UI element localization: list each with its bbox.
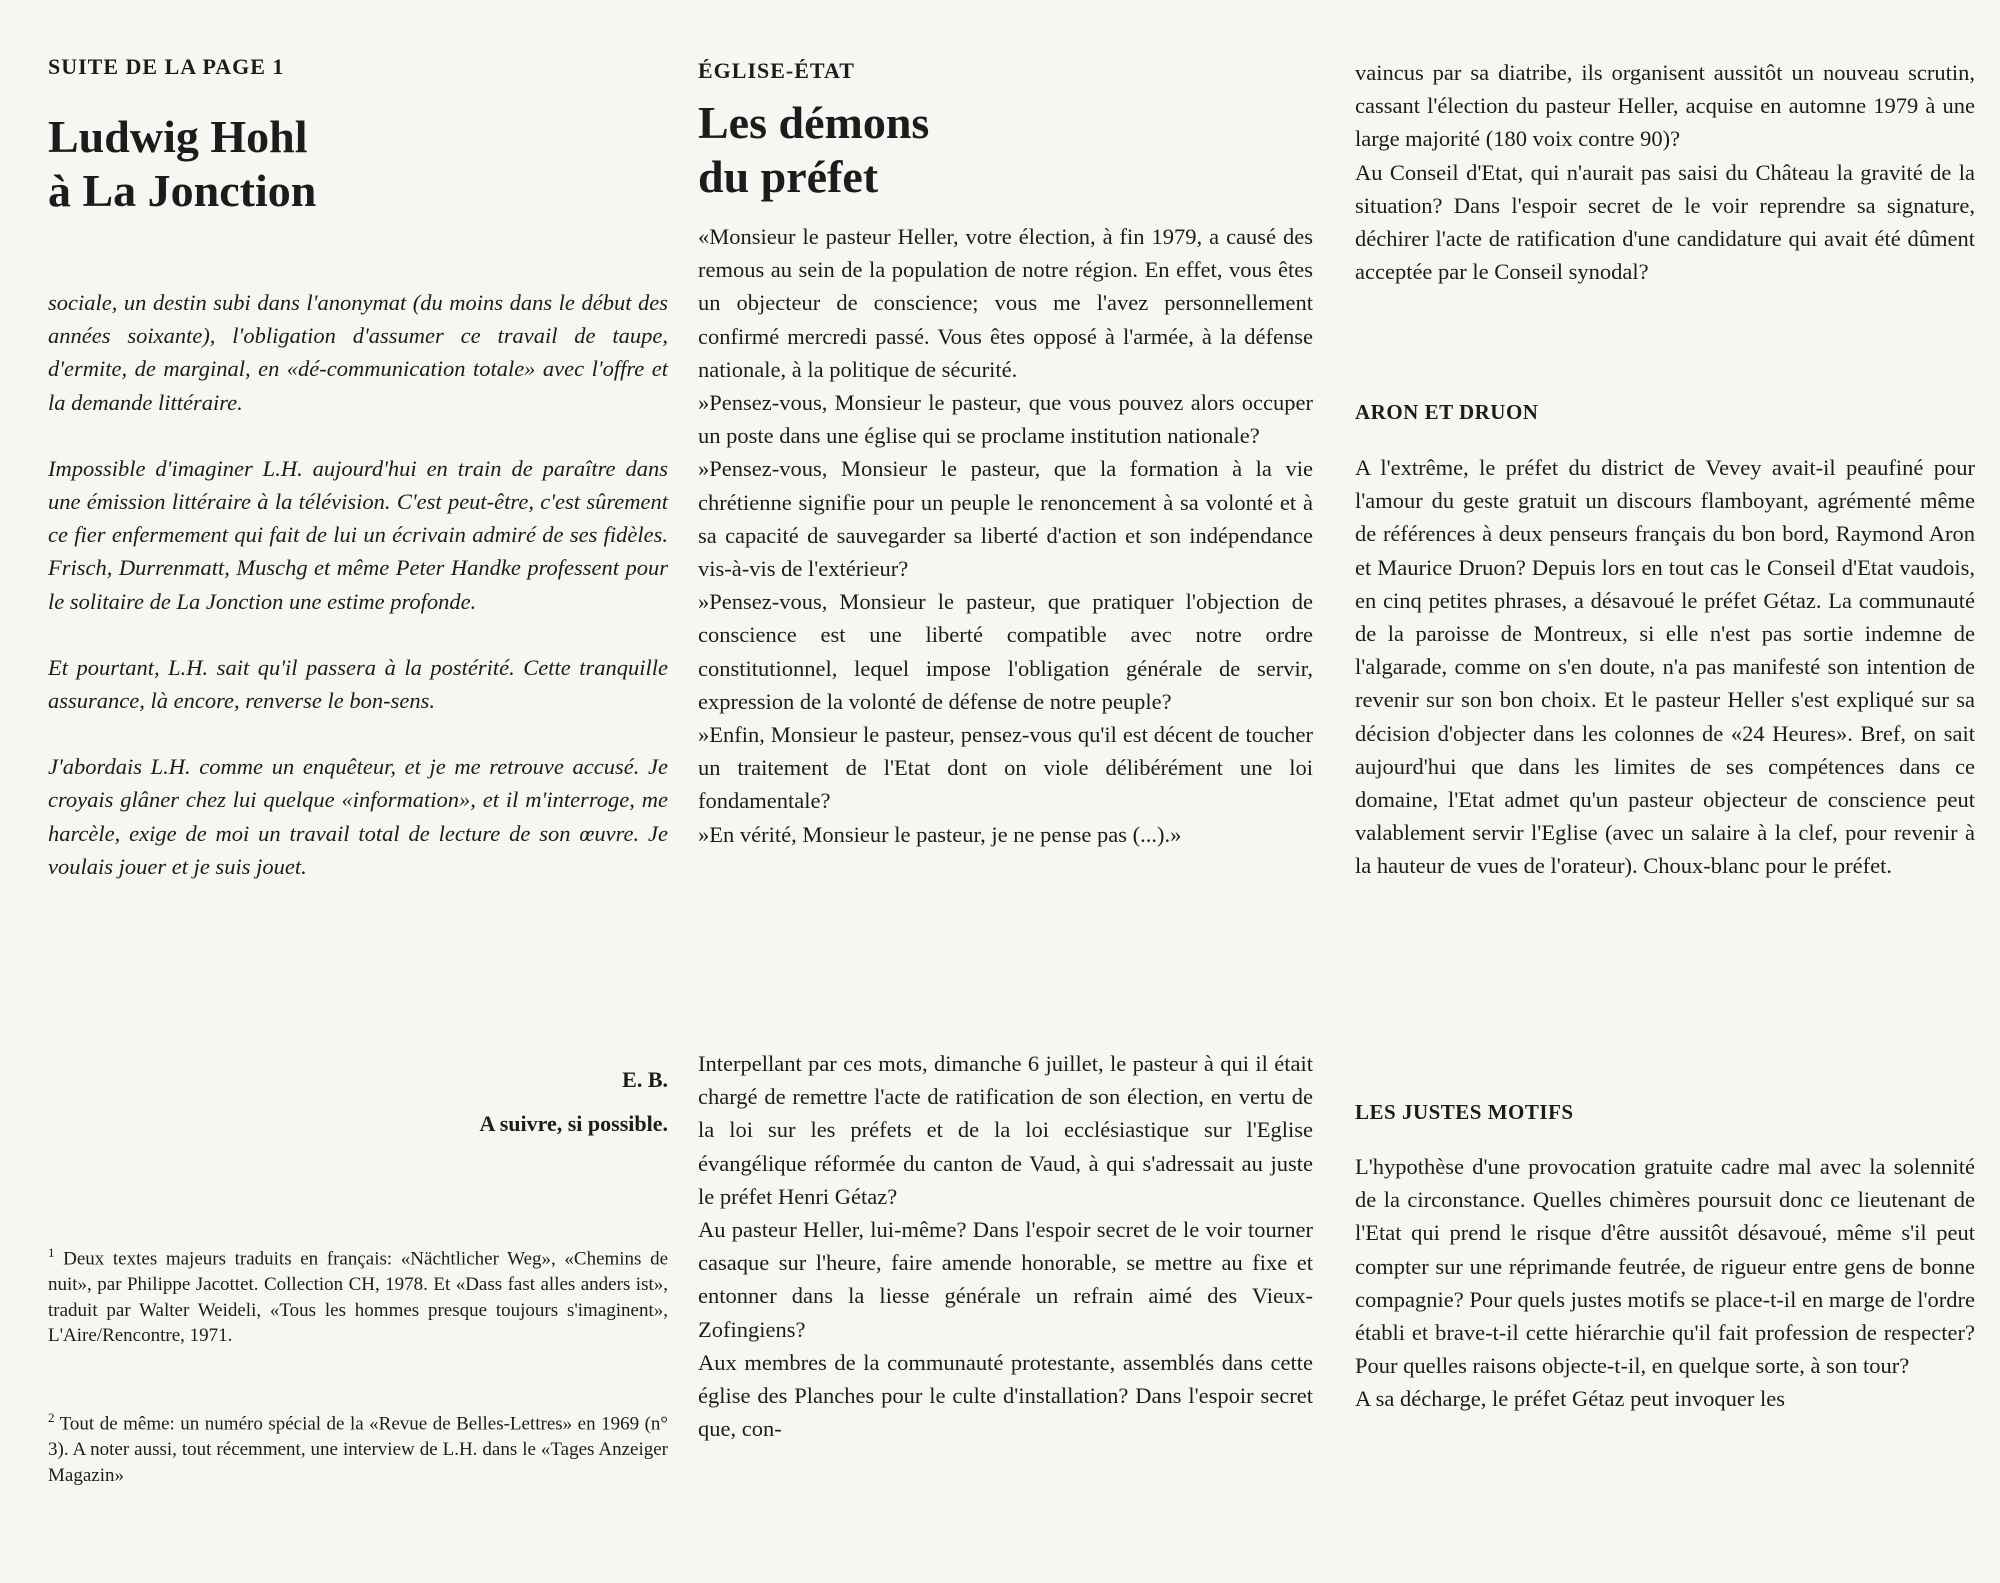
paragraph: »En vérité, Monsieur le pasteur, je ne pense pas (...).»	[698, 821, 1182, 847]
paragraph: A sa décharge, le préfet Gétaz peut invoquer les	[1355, 1386, 1786, 1412]
paragraph: Au pasteur Heller, lui-même? Dans l'espoir secret de le voir tourner casaque sur l'heure, faire amende honorable, se mettre au fixe et entonner dans la liesse générale un refrain aimé des Vieux-Zofingiens?	[698, 1217, 1313, 1342]
footnote-1	[48, 1240, 668, 1349]
to-be-continued: A suivre, si possible.	[479, 1111, 668, 1136]
article-body	[698, 1047, 1313, 1445]
headline-line-1: Les démons	[698, 97, 930, 148]
footnote-text: Tout de même: un numéro spécial de la «Revue de Belles-Lettres» en 1969 (n° 3). A noter aussi, tout récemment, une interview de L.H. dans le «Tages Anzeiger Magazin»	[48, 1413, 668, 1486]
footnote-2	[48, 1405, 668, 1488]
paragraph: »Pensez-vous, Monsieur le pasteur, que vous pouvez alors occuper un poste dans une église qui se proclame institution nationale?	[698, 390, 1313, 449]
author-signature: E. B.	[622, 1067, 668, 1092]
subheading-justes-motifs: LES JUSTES MOTIFS	[1355, 1100, 1574, 1124]
quoted-speech	[698, 220, 1313, 851]
paragraph: Interpellant par ces mots, dimanche 6 juillet, le pasteur à qui il était chargé de remettre l'acte de ratification de son élection, en vertu de la loi sur les préfets et de la loi ecclésiastique sur l'Eglise évangélique réformée du canton de Vaud, à qui s'adressait au juste le préfet Henri Gétaz?	[698, 1051, 1313, 1209]
paragraph: Impossible d'imaginer L.H. aujourd'hui en train de paraître dans une émission littéraire à la télévision. C'est peut-être, c'est sûrement ce fier enfermement qui fait de lui un écrivain admiré de ses fidèles. Frisch, Durrenmatt, Muschg et même Peter Handke professent pour le solitaire de La Jonction une estime profonde.	[48, 455, 668, 614]
subheading-aron-druon: ARON ET DRUON	[1355, 400, 1539, 424]
column-hohl-article	[48, 0, 668, 1583]
section-kicker: SUITE DE LA PAGE 1	[48, 54, 285, 79]
article-body	[1355, 1150, 1975, 1416]
column-continuation	[1355, 0, 1975, 1583]
paragraph: L'hypothèse d'une provocation gratuite cadre mal avec la solennité de la circonstance. Quelles chimères poursuit donc ce lieutenant de l'Etat qui prend le risque d'être aussitôt désavoué, même s'il peut compter sur une réprimande feutrée, de rigueur entre gens de bonne compagnie? Pour quels justes motifs se place-t-il en marge de l'ordre établi et brave-t-il cette hiérarchie qu'il fait profession de respecter? Pour quelles raisons objecte-t-il, en quelque sorte, à son tour?	[1355, 1154, 1975, 1379]
headline-line-2: à La Jonction	[48, 165, 317, 216]
paragraph: Aux membres de la communauté protestante, assemblés dans cette église des Planches pour le culte d'installation? Dans l'espoir secret que, con-	[698, 1349, 1313, 1442]
headline-line-1: Ludwig Hohl	[48, 111, 308, 162]
article-body	[1355, 56, 1975, 288]
footnote-number: 1	[48, 1245, 55, 1260]
paragraph: »Pensez-vous, Monsieur le pasteur, que pratiquer l'objection de conscience est une liberté compatible avec notre ordre constitutionnel, lequel impose l'obligation générale de servir, expression de la volonté de défense de notre peuple?	[698, 589, 1313, 714]
paragraph: vaincus par sa diatribe, ils organisent aussitôt un nouveau scrutin, cassant l'élection du pasteur Heller, acquise en automne 1979 à une large majorité (180 voix contre 90)?	[1355, 60, 1975, 152]
article-headline	[698, 96, 929, 204]
article-headline	[48, 110, 316, 218]
paragraph: Et pourtant, L.H. sait qu'il passera à la postérité. Cette tranquille assurance, là encore, renverse le bon-sens.	[48, 654, 668, 714]
paragraph: »Pensez-vous, Monsieur le pasteur, que la formation à la vie chrétienne signifie pour un peuple le renoncement à sa volonté et à sa capacité de sauvegarder sa liberté d'action et son indépendance vis-à-vis de l'extérieur?	[698, 456, 1313, 582]
article-body	[1355, 451, 1975, 883]
footnote-text: Deux textes majeurs traduits en français: «Nächtlicher Weg», «Chemins de nuit», par Philippe Jacottet. Collection CH, 1978. Et «Dass fast alles anders ist», traduit par Walter Weideli, «Tous les hommes presque toujours s'imaginent», L'Aire/Rencontre, 1971.	[48, 1248, 668, 1347]
footnote-number: 2	[48, 1410, 55, 1425]
paragraph: A l'extrême, le préfet du district de Vevey avait-il peaufiné pour l'amour du geste gratuit un discours flamboyant, agrémenté même de références à deux penseurs français du bon bord, Raymond Aron et Maurice Druon? Depuis lors en tout cas le Conseil d'Etat vaudois, en cinq petites phrases, a désavoué le préfet Gétaz. La communauté de la paroisse de Montreux, si elle n'est pas sortie indemne de l'algarade, comme on s'en doute, n'a pas manifesté son intention de revenir sur son bon choix. Et le pasteur Heller s'est expliqué sur sa décision d'objecter dans les colonnes de «24 Heures». Bref, on sait aujourd'hui que dans les limites de ses compétences dans ce domaine, l'Etat admet qu'un pasteur objecteur de conscience peut valablement servir l'Eglise (avec un salaire à la clef, pour revenir à la hauteur de vues de l'orateur). Choux-blanc pour le préfet.	[1355, 455, 1975, 879]
column-eglise-etat-article	[698, 0, 1313, 1583]
paragraph: sociale, un destin subi dans l'anonymat (du moins dans le début des années soixante), l'obligation d'assumer ce travail de taupe, d'ermite, de marginal, en «dé-communication totale» avec l'offre et la demande littéraire.	[48, 290, 668, 415]
paragraph: «Monsieur le pasteur Heller, votre élection, à fin 1979, a causé des remous au sein de la population de notre région. En effet, vous êtes un objecteur de conscience; vous me l'avez personnellement confirmé mercredi passé. Vous êtes opposé à l'armée, à la défense nationale, à la politique de sécurité.	[698, 224, 1313, 382]
paragraph: »Enfin, Monsieur le pasteur, pensez-vous qu'il est décent de toucher un traitement de l'Etat dont on viole délibérément une loi fondamentale?	[698, 722, 1313, 814]
headline-line-2: du préfet	[698, 151, 879, 202]
paragraph: Au Conseil d'Etat, qui n'aurait pas saisi du Château la gravité de la situation? Dans l'espoir secret de le voir reprendre sa signature, déchirer l'acte de ratification d'une candidature qui avait été dûment acceptée par le Conseil synodal?	[1355, 159, 1975, 285]
paragraph: J'abordais L.H. comme un enquêteur, et je me retrouve accusé. Je croyais glâner chez lui quelque «information», et il m'interroge, me harcèle, exige de moi un travail total de lecture de son œuvre. Je voulais jouer et je suis jouet.	[48, 754, 668, 879]
section-kicker: ÉGLISE-ÉTAT	[698, 58, 855, 83]
article-body-italic	[48, 286, 668, 883]
